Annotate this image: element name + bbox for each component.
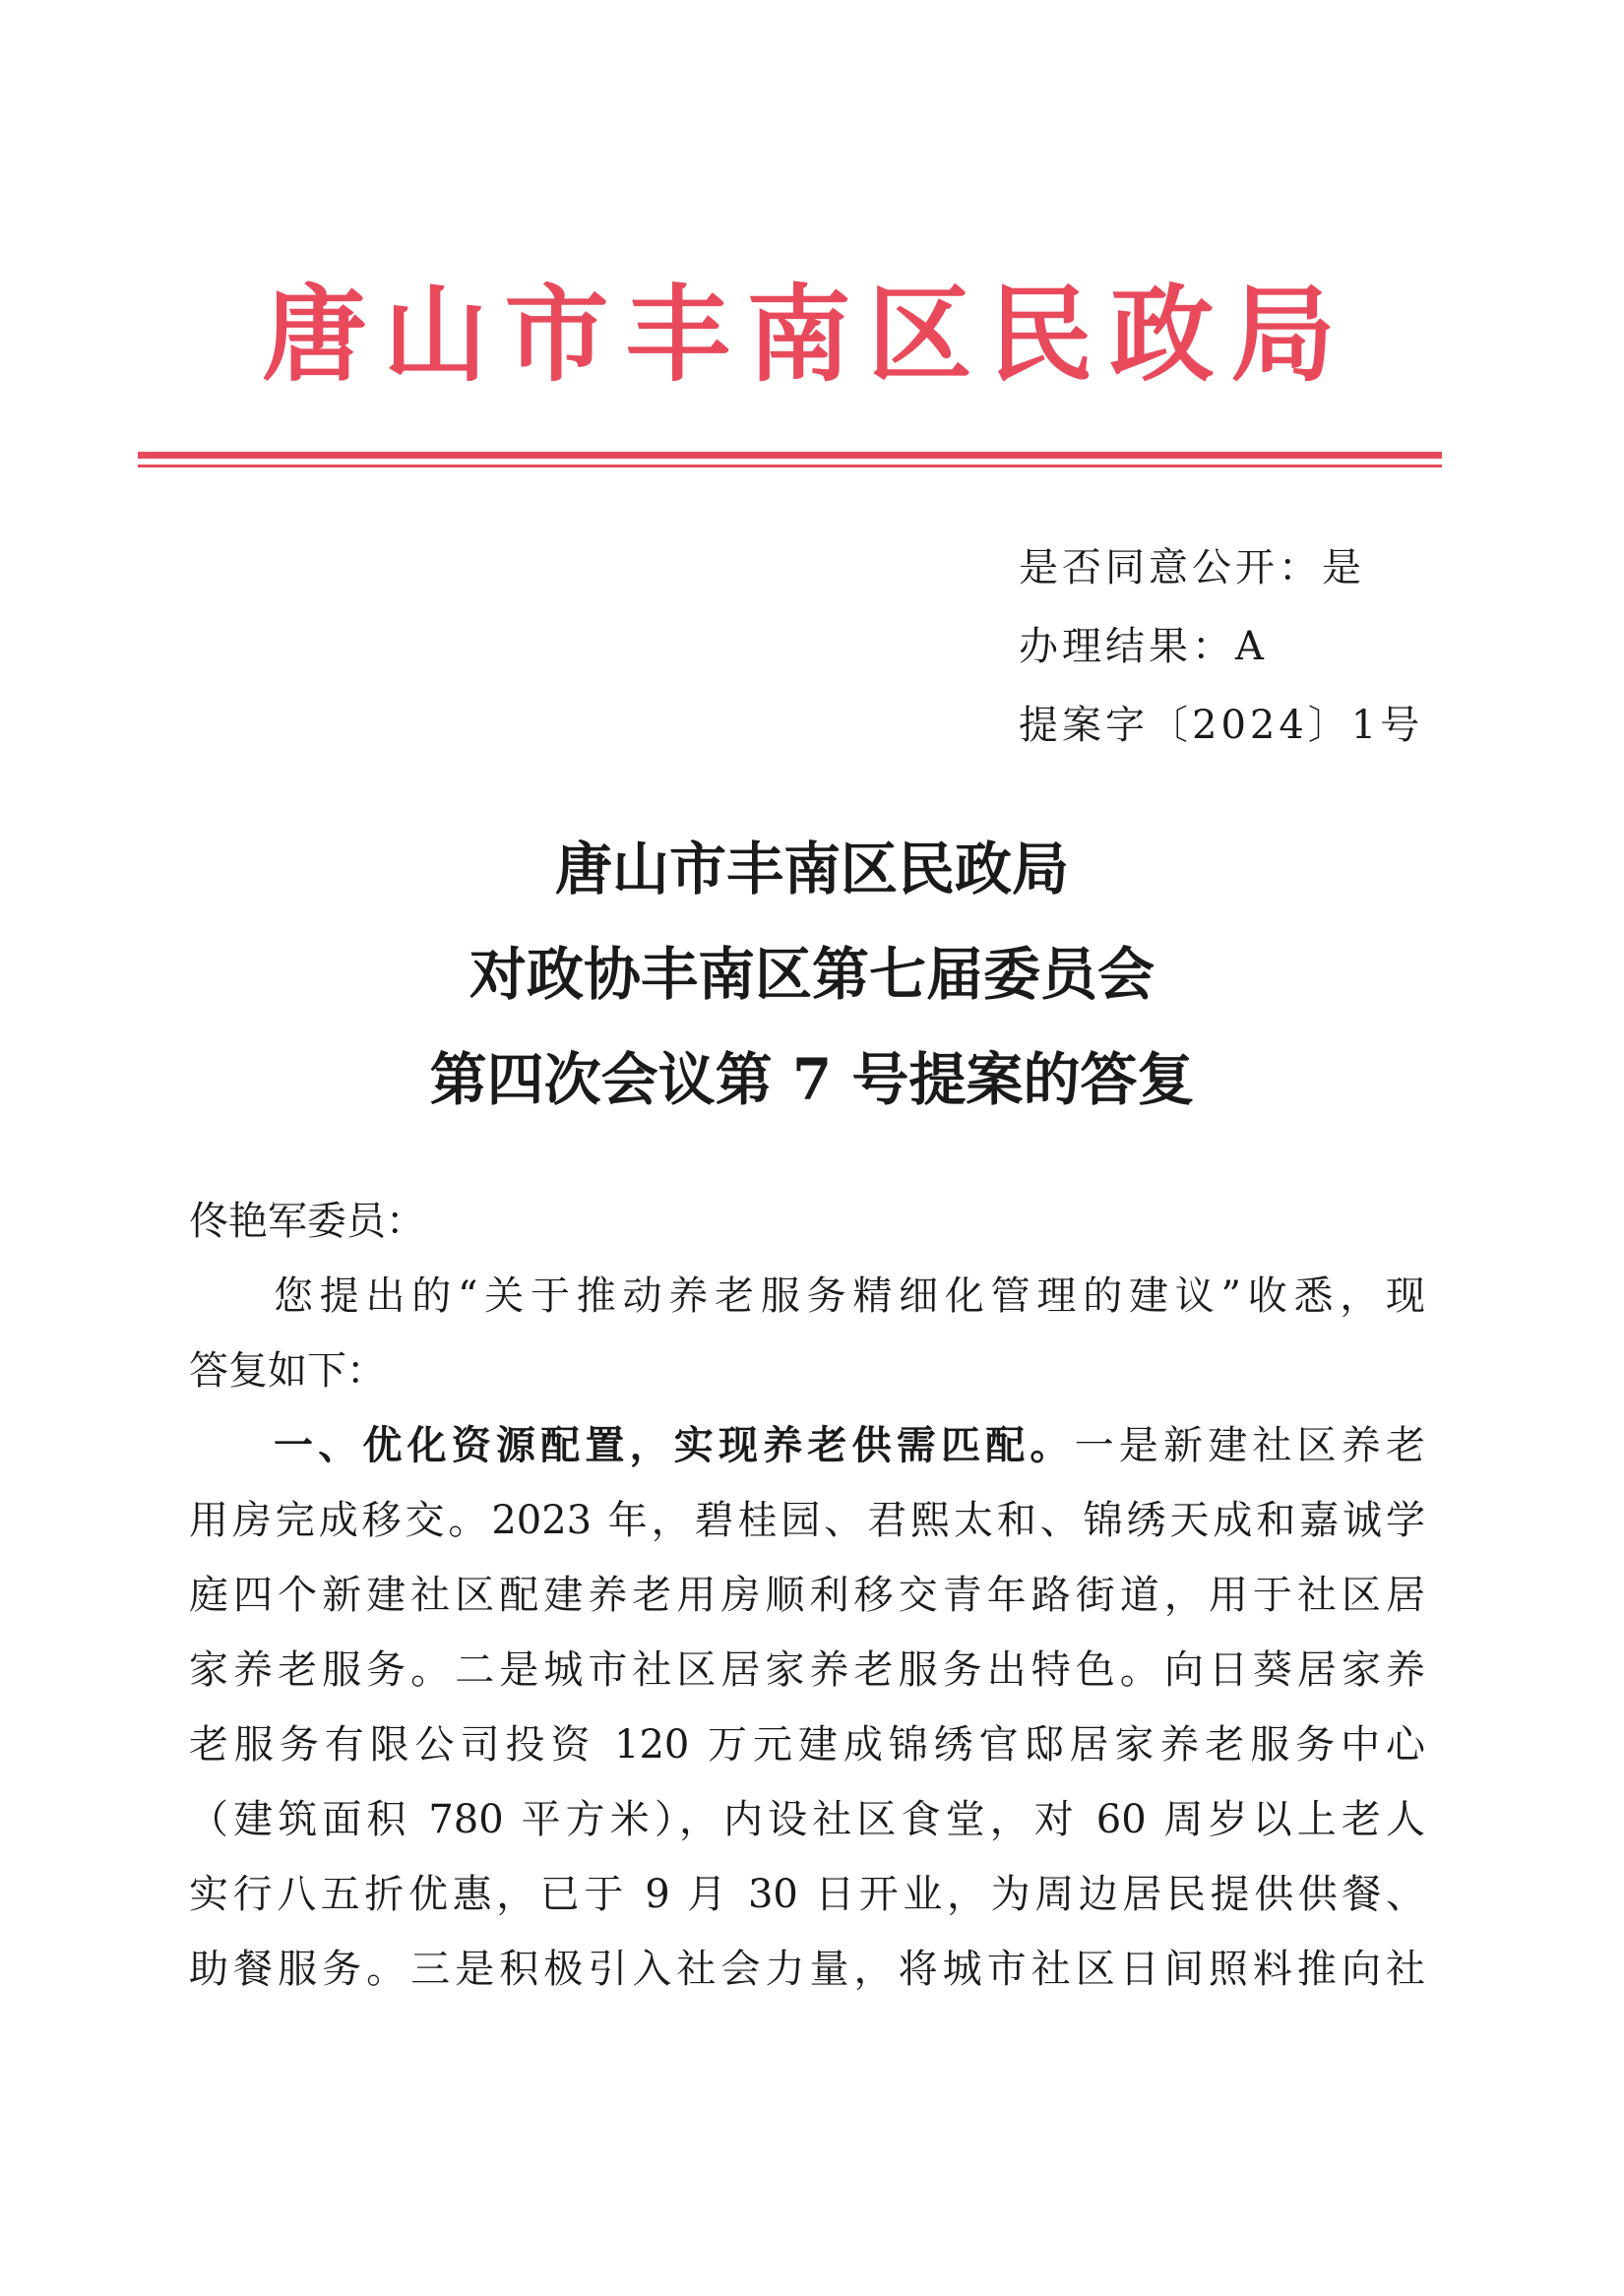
intro-line-1: 您提出的“关于推动养老服务精细化管理的建议”收悉，现 xyxy=(274,1273,1425,1319)
section1-heading: 一、优化资源配置，实现养老供需匹配。 xyxy=(274,1422,1075,1468)
intro-line-2: 答复如下： xyxy=(189,1348,386,1394)
document-title-line-1: 唐山市丰南区民政局 xyxy=(554,836,1069,902)
salutation: 佟艳军委员： xyxy=(189,1199,425,1244)
document-title-line-2: 对政协丰南区第七届委员会 xyxy=(468,941,1155,1008)
body-line: 家养老服务。二是城市社区居家养老服务出特色。向日葵居家养 xyxy=(189,1647,1425,1693)
section1-first-line xyxy=(274,1421,1425,1470)
letterhead-rule-thick xyxy=(138,452,1442,459)
proposal-number: 提案字〔2024〕1号 xyxy=(1019,703,1424,748)
body-line: 实行八五折优惠，已于 9 月 30 日开业，为周边居民提供供餐、 xyxy=(189,1872,1425,1917)
handling-result: 办理结果：A xyxy=(1019,624,1268,669)
section1-first-line-text: 一是新建社区养老 xyxy=(1074,1423,1425,1468)
body-line: 用房完成移交。2023 年，碧桂园、君熙太和、锦绣天成和嘉诚学 xyxy=(189,1498,1425,1543)
letterhead-organization: 唐山市丰南区民政局 xyxy=(262,273,1352,396)
disclosure-status: 是否同意公开：是 xyxy=(1019,545,1365,590)
document-title-line-3: 第四次会议第 7 号提案的答复 xyxy=(429,1046,1195,1113)
body-line: 庭四个新建社区配建养老用房顺利移交青年路街道，用于社区居 xyxy=(189,1573,1425,1618)
letterhead-rule-thin xyxy=(138,465,1442,467)
body-line: 助餐服务。三是积极引入社会力量，将城市社区日间照料推向社 xyxy=(189,1947,1425,1992)
body-line: （建筑面积 780 平方米），内设社区食堂，对 60 周岁以上老人 xyxy=(189,1797,1425,1842)
body-line: 老服务有限公司投资 120 万元建成锦绣官邸居家养老服务中心 xyxy=(189,1722,1425,1768)
